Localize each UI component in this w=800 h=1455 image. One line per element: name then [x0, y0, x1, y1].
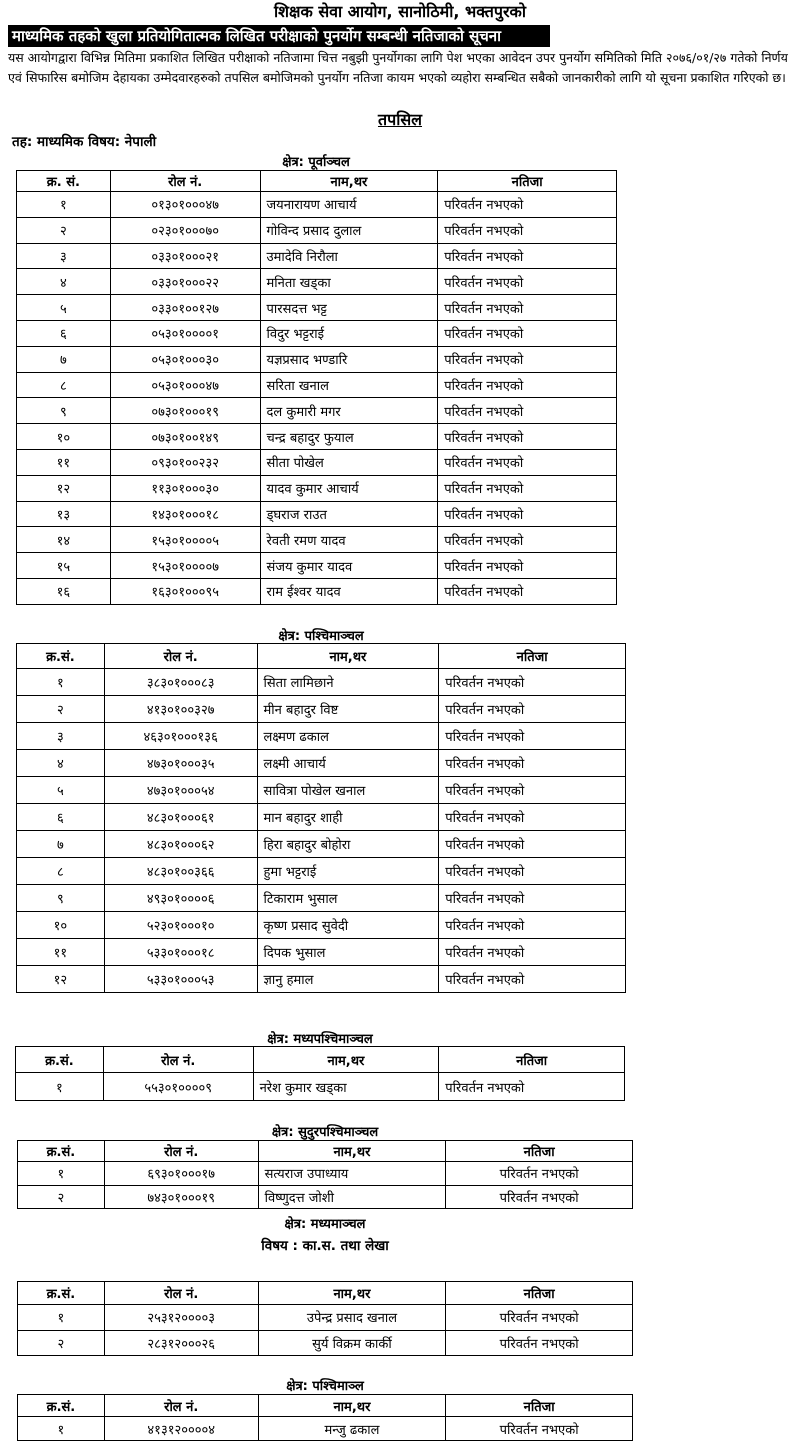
- column-header-result: नतिजा: [438, 171, 617, 192]
- page-title: शिक्षक सेवा आयोग, सानोठिमी, भक्तपुरको: [273, 2, 526, 21]
- column-header-sn: क्र.सं.: [16, 1047, 104, 1073]
- table-row: [17, 912, 626, 939]
- roll-number-cell: ५३३०१०००५३: [104, 966, 257, 993]
- serial-cell: १२: [17, 966, 105, 993]
- candidate-name-cell: ज्ञानु हमाल: [257, 966, 439, 993]
- roll-number-cell: ४९३०१००००६: [104, 885, 257, 912]
- candidate-name-cell: सुर्य विक्रम कार्की: [258, 1330, 446, 1356]
- result-cell: परिवर्तन नभएको: [438, 578, 617, 604]
- serial-cell: ८: [17, 372, 111, 398]
- serial-cell: १: [18, 1417, 105, 1441]
- serial-cell: २: [17, 696, 105, 723]
- table-row: [17, 696, 626, 723]
- candidate-name-cell: सावित्रा पोखेल खनाल: [257, 777, 439, 804]
- candidate-name-cell: रेवती रमण यादव: [260, 527, 438, 553]
- subject-heading-accounts: विषय : का.स. तथा लेखा: [261, 1238, 389, 1254]
- serial-cell: १२: [17, 475, 111, 501]
- result-cell: परिवर्तन नभएको: [438, 346, 617, 372]
- result-cell: परिवर्तन नभएको: [439, 1073, 625, 1101]
- roll-number-cell: ४६३०१०००१३६: [104, 723, 257, 750]
- table-row: [17, 501, 617, 527]
- results-table-purbanchal: [16, 170, 617, 605]
- column-header-sn: क्र. सं.: [17, 171, 111, 192]
- notice-paragraph: यस आयोगद्वारा विभिन्न मितिमा प्रकाशित लिखित परीक्षाको नतिजामा चित्त नबुझी पुनर्योगका लागि पेश भएका आवेदन उपर पुनर्योग समितिको मिति २०७६/०१/२७ गतेको निर्णय एवं सिफारिस बमोजिम देहायका उम्मेदवारहरुको तपसिल बमोजिमको पुनर्योग नतिजा कायम भएको व्यहोरा सम्बन्धित सबैको जानकारीको लागि यो सूचना प्रकाशित गरिएको छ।: [8, 50, 788, 85]
- result-cell: परिवर्तन नभएको: [439, 777, 626, 804]
- candidate-name-cell: मनिता खड्का: [260, 269, 438, 295]
- candidate-name-cell: राम ईश्वर यादव: [260, 578, 438, 604]
- result-cell: परिवर्तन नभएको: [446, 1162, 633, 1186]
- column-header-roll: रोल नं.: [110, 171, 260, 192]
- candidate-name-cell: सत्यराज उपाध्याय: [258, 1162, 446, 1186]
- roll-number-cell: ०३३०१०००२१: [110, 243, 260, 269]
- column-header-name: नाम,थर: [258, 1282, 446, 1305]
- table-row: [17, 346, 617, 372]
- roll-number-cell: ४८३०१००३६६: [104, 858, 257, 885]
- table-row: [17, 527, 617, 553]
- candidate-name-cell: मीन बहादुर विष्ट: [257, 696, 439, 723]
- serial-cell: १०: [17, 424, 111, 450]
- result-cell: परिवर्तन नभएको: [438, 527, 617, 553]
- serial-cell: १: [17, 192, 111, 218]
- candidate-name-cell: दिपक भुसाल: [257, 939, 439, 966]
- table-row: [17, 939, 626, 966]
- column-header-result: नतिजा: [446, 1395, 633, 1417]
- serial-cell: ४: [17, 750, 105, 777]
- candidate-name-cell: दल कुमारी मगर: [260, 398, 438, 424]
- roll-number-cell: ५२३०१०००१०: [104, 912, 257, 939]
- candidate-name-cell: मान बहादुर शाही: [257, 804, 439, 831]
- serial-cell: ७: [17, 346, 111, 372]
- results-table-paschimanchal-accounts: [17, 1394, 633, 1441]
- region-heading-paschimanchal-accounts: क्षेत्र: पश्चिमाञ्ल: [286, 1379, 364, 1394]
- roll-number-cell: ०९३०१००२३२: [110, 449, 260, 475]
- table-row: [18, 1162, 633, 1186]
- roll-number-cell: १५३०१००००७: [110, 553, 260, 579]
- candidate-name-cell: विष्णुदत्त जोशी: [258, 1185, 446, 1209]
- table-row: [17, 217, 617, 243]
- table-row: [18, 1417, 633, 1441]
- column-header-sn: क्र.सं.: [17, 644, 105, 669]
- result-cell: परिवर्तन नभएको: [439, 885, 626, 912]
- result-cell: परिवर्तन नभएको: [438, 295, 617, 321]
- results-table-paschimanchal: [16, 643, 626, 993]
- candidate-name-cell: सीता पोखेल: [260, 449, 438, 475]
- roll-number-cell: २८३१२०००२६: [104, 1330, 258, 1356]
- table-row: [17, 750, 626, 777]
- roll-number-cell: १६३०१०००९५: [110, 578, 260, 604]
- roll-number-cell: ०५३०१००००१: [110, 320, 260, 346]
- table-row: [18, 1185, 633, 1209]
- serial-cell: १: [16, 1073, 104, 1101]
- roll-number-cell: ४८३०१०००६१: [104, 804, 257, 831]
- result-cell: परिवर्तन नभएको: [438, 398, 617, 424]
- results-table-sudurpaschimanchal: [17, 1140, 633, 1209]
- roll-number-cell: ०१३०१०००४७: [110, 192, 260, 218]
- roll-number-cell: ११३०१०००३०: [110, 475, 260, 501]
- column-header-roll: रोल नं.: [103, 1047, 253, 1073]
- result-cell: परिवर्तन नभएको: [439, 669, 626, 696]
- serial-cell: १५: [17, 553, 111, 579]
- candidate-name-cell: संजय कुमार यादव: [260, 553, 438, 579]
- serial-cell: ३: [17, 243, 111, 269]
- candidate-name-cell: टिकाराम भुसाल: [257, 885, 439, 912]
- candidate-name-cell: नरेश कुमार खड्का: [253, 1073, 439, 1101]
- result-cell: परिवर्तन नभएको: [446, 1185, 633, 1209]
- candidate-name-cell: हुमा भट्टराई: [257, 858, 439, 885]
- notice-banner: माध्यमिक तहको खुला प्रतियोगितात्मक लिखित परीक्षाको पुनर्योग सम्बन्धी नतिजाको सूचना: [8, 25, 550, 47]
- candidate-name-cell: लक्ष्मण ढकाल: [257, 723, 439, 750]
- results-table-madhyamanchal: [17, 1281, 633, 1356]
- candidate-name-cell: सिता लामिछाने: [257, 669, 439, 696]
- serial-cell: ९: [17, 398, 111, 424]
- serial-cell: ५: [17, 295, 111, 321]
- table-row: [17, 966, 626, 993]
- roll-number-cell: ४१३१२००००४: [104, 1417, 258, 1441]
- serial-cell: ११: [17, 449, 111, 475]
- table-row: [18, 1305, 633, 1331]
- table-row: [17, 320, 617, 346]
- region-heading-madhyamanchal: क्षेत्र: मध्यमाञ्चल: [284, 1217, 366, 1232]
- result-cell: परिवर्तन नभएको: [438, 553, 617, 579]
- serial-cell: १: [18, 1305, 105, 1331]
- table-row: [17, 243, 617, 269]
- column-header-name: नाम,थर: [258, 1141, 446, 1162]
- result-cell: परिवर्तन नभएको: [438, 217, 617, 243]
- table-row: [17, 831, 626, 858]
- table-row: [17, 858, 626, 885]
- table-row: [17, 723, 626, 750]
- serial-cell: ३: [17, 723, 105, 750]
- roll-number-cell: ०३३०१०००२२: [110, 269, 260, 295]
- result-cell: परिवर्तन नभएको: [439, 750, 626, 777]
- roll-number-cell: ०५३०१०००३०: [110, 346, 260, 372]
- region-heading-madhyapaschimanchal: क्षेत्र: मध्यपश्चिमाञ्चल: [267, 1032, 373, 1047]
- serial-cell: १०: [17, 912, 105, 939]
- table-row: [17, 885, 626, 912]
- details-heading: तपसिल: [377, 110, 423, 129]
- roll-number-cell: ४१३०१००३२७: [104, 696, 257, 723]
- roll-number-cell: ४८३०१०००६२: [104, 831, 257, 858]
- serial-cell: ९: [17, 885, 105, 912]
- table-row: [16, 1073, 625, 1101]
- column-header-sn: क्र.सं.: [18, 1395, 105, 1417]
- candidate-name-cell: यादव कुमार आचार्य: [260, 475, 438, 501]
- column-header-name: नाम,थर: [258, 1395, 446, 1417]
- column-header-result: नतिजा: [439, 1047, 625, 1073]
- table-row: [17, 777, 626, 804]
- serial-cell: १४: [17, 527, 111, 553]
- roll-number-cell: २५३१२००००३: [104, 1305, 258, 1331]
- result-cell: परिवर्तन नभएको: [439, 696, 626, 723]
- table-row: [17, 553, 617, 579]
- roll-number-cell: १५३०१००००५: [110, 527, 260, 553]
- candidate-name-cell: कृष्ण प्रसाद सुवेदी: [257, 912, 439, 939]
- roll-number-cell: ०३३०१००१२७: [110, 295, 260, 321]
- roll-number-cell: ०५३०१०००४७: [110, 372, 260, 398]
- table-row: [18, 1330, 633, 1356]
- result-cell: परिवर्तन नभएको: [439, 858, 626, 885]
- serial-cell: १३: [17, 501, 111, 527]
- serial-cell: ४: [17, 269, 111, 295]
- result-cell: परिवर्तन नभएको: [438, 424, 617, 450]
- column-header-sn: क्र.सं.: [18, 1141, 105, 1162]
- column-header-roll: रोल नं.: [104, 1395, 258, 1417]
- roll-number-cell: १४३०१०००१८: [110, 501, 260, 527]
- level-subject-line: तह: माध्यमिक विषय: नेपाली: [12, 134, 157, 150]
- table-row: [17, 449, 617, 475]
- roll-number-cell: ७४३०१०००१९: [104, 1185, 258, 1209]
- region-heading-paschimanchal: क्षेत्र: पश्चिमाञ्चल: [278, 629, 364, 644]
- candidate-name-cell: उमादेवि निरौला: [260, 243, 438, 269]
- column-header-roll: रोल नं.: [104, 1141, 258, 1162]
- roll-number-cell: ०७३०१००१४९: [110, 424, 260, 450]
- column-header-roll: रोल नं.: [104, 1282, 258, 1305]
- result-cell: परिवर्तन नभएको: [439, 831, 626, 858]
- serial-cell: ६: [17, 804, 105, 831]
- table-row: [17, 578, 617, 604]
- result-cell: परिवर्तन नभएको: [438, 372, 617, 398]
- roll-number-cell: ४७३०१०००५४: [104, 777, 257, 804]
- result-cell: परिवर्तन नभएको: [438, 501, 617, 527]
- candidate-name-cell: मन्जु ढकाल: [258, 1417, 446, 1441]
- candidate-name-cell: पारसदत्त भट्ट: [260, 295, 438, 321]
- roll-number-cell: ६९३०१०००१७: [104, 1162, 258, 1186]
- column-header-name: नाम,थर: [253, 1047, 439, 1073]
- table-row: [17, 804, 626, 831]
- result-cell: परिवर्तन नभएको: [439, 966, 626, 993]
- serial-cell: ११: [17, 939, 105, 966]
- result-cell: परिवर्तन नभएको: [438, 243, 617, 269]
- serial-cell: २: [18, 1185, 105, 1209]
- column-header-name: नाम,थर: [260, 171, 438, 192]
- result-cell: परिवर्तन नभएको: [446, 1305, 633, 1331]
- roll-number-cell: ०७३०१०००१९: [110, 398, 260, 424]
- column-header-result: नतिजा: [446, 1282, 633, 1305]
- serial-cell: ८: [17, 858, 105, 885]
- result-cell: परिवर्तन नभएको: [438, 269, 617, 295]
- result-cell: परिवर्तन नभएको: [446, 1417, 633, 1441]
- region-heading-sudurpaschimanchal: क्षेत्र: सुदुरपश्चिमाञ्चल: [271, 1125, 379, 1140]
- roll-number-cell: ०२३०१०००७०: [110, 217, 260, 243]
- table-row: [17, 424, 617, 450]
- result-cell: परिवर्तन नभएको: [438, 449, 617, 475]
- candidate-name-cell: सरिता खनाल: [260, 372, 438, 398]
- table-row: [17, 475, 617, 501]
- result-cell: परिवर्तन नभएको: [438, 192, 617, 218]
- serial-cell: १: [17, 669, 105, 696]
- serial-cell: १६: [17, 578, 111, 604]
- column-header-sn: क्र.सं.: [18, 1282, 105, 1305]
- column-header-result: नतिजा: [446, 1141, 633, 1162]
- serial-cell: १: [18, 1162, 105, 1186]
- table-row: [17, 192, 617, 218]
- result-cell: परिवर्तन नभएको: [439, 912, 626, 939]
- candidate-name-cell: चन्द्र बहादुर फुयाल: [260, 424, 438, 450]
- table-row: [17, 372, 617, 398]
- table-row: [17, 398, 617, 424]
- result-cell: परिवर्तन नभएको: [439, 939, 626, 966]
- roll-number-cell: ५५३०१००००९: [103, 1073, 253, 1101]
- results-table-madhyapaschimanchal: [15, 1046, 625, 1101]
- column-header-roll: रोल नं.: [104, 644, 257, 669]
- region-heading-purbanchal: क्षेत्र: पूर्वाञ्चल: [282, 155, 350, 170]
- result-cell: परिवर्तन नभएको: [438, 320, 617, 346]
- candidate-name-cell: विदुर भट्टराई: [260, 320, 438, 346]
- serial-cell: ५: [17, 777, 105, 804]
- table-row: [17, 669, 626, 696]
- serial-cell: २: [17, 217, 111, 243]
- serial-cell: २: [18, 1330, 105, 1356]
- candidate-name-cell: यज्ञप्रसाद भण्डारि: [260, 346, 438, 372]
- result-cell: परिवर्तन नभएको: [439, 723, 626, 750]
- result-cell: परिवर्तन नभएको: [446, 1330, 633, 1356]
- table-row: [17, 269, 617, 295]
- column-header-name: नाम,थर: [257, 644, 439, 669]
- serial-cell: ७: [17, 831, 105, 858]
- column-header-result: नतिजा: [439, 644, 626, 669]
- roll-number-cell: ५३३०१०००१८: [104, 939, 257, 966]
- candidate-name-cell: लक्ष्मी आचार्य: [257, 750, 439, 777]
- candidate-name-cell: हिरा बहादुर बोहोरा: [257, 831, 439, 858]
- result-cell: परिवर्तन नभएको: [439, 804, 626, 831]
- candidate-name-cell: उपेन्द्र प्रसाद खनाल: [258, 1305, 446, 1331]
- table-row: [17, 295, 617, 321]
- serial-cell: ६: [17, 320, 111, 346]
- roll-number-cell: ३८३०१०००८३: [104, 669, 257, 696]
- result-cell: परिवर्तन नभएको: [438, 475, 617, 501]
- roll-number-cell: ४७३०१०००३५: [104, 750, 257, 777]
- candidate-name-cell: गोविन्द प्रसाद दुलाल: [260, 217, 438, 243]
- candidate-name-cell: जयनारायण आचार्य: [260, 192, 438, 218]
- candidate-name-cell: ड्घराज राउत: [260, 501, 438, 527]
